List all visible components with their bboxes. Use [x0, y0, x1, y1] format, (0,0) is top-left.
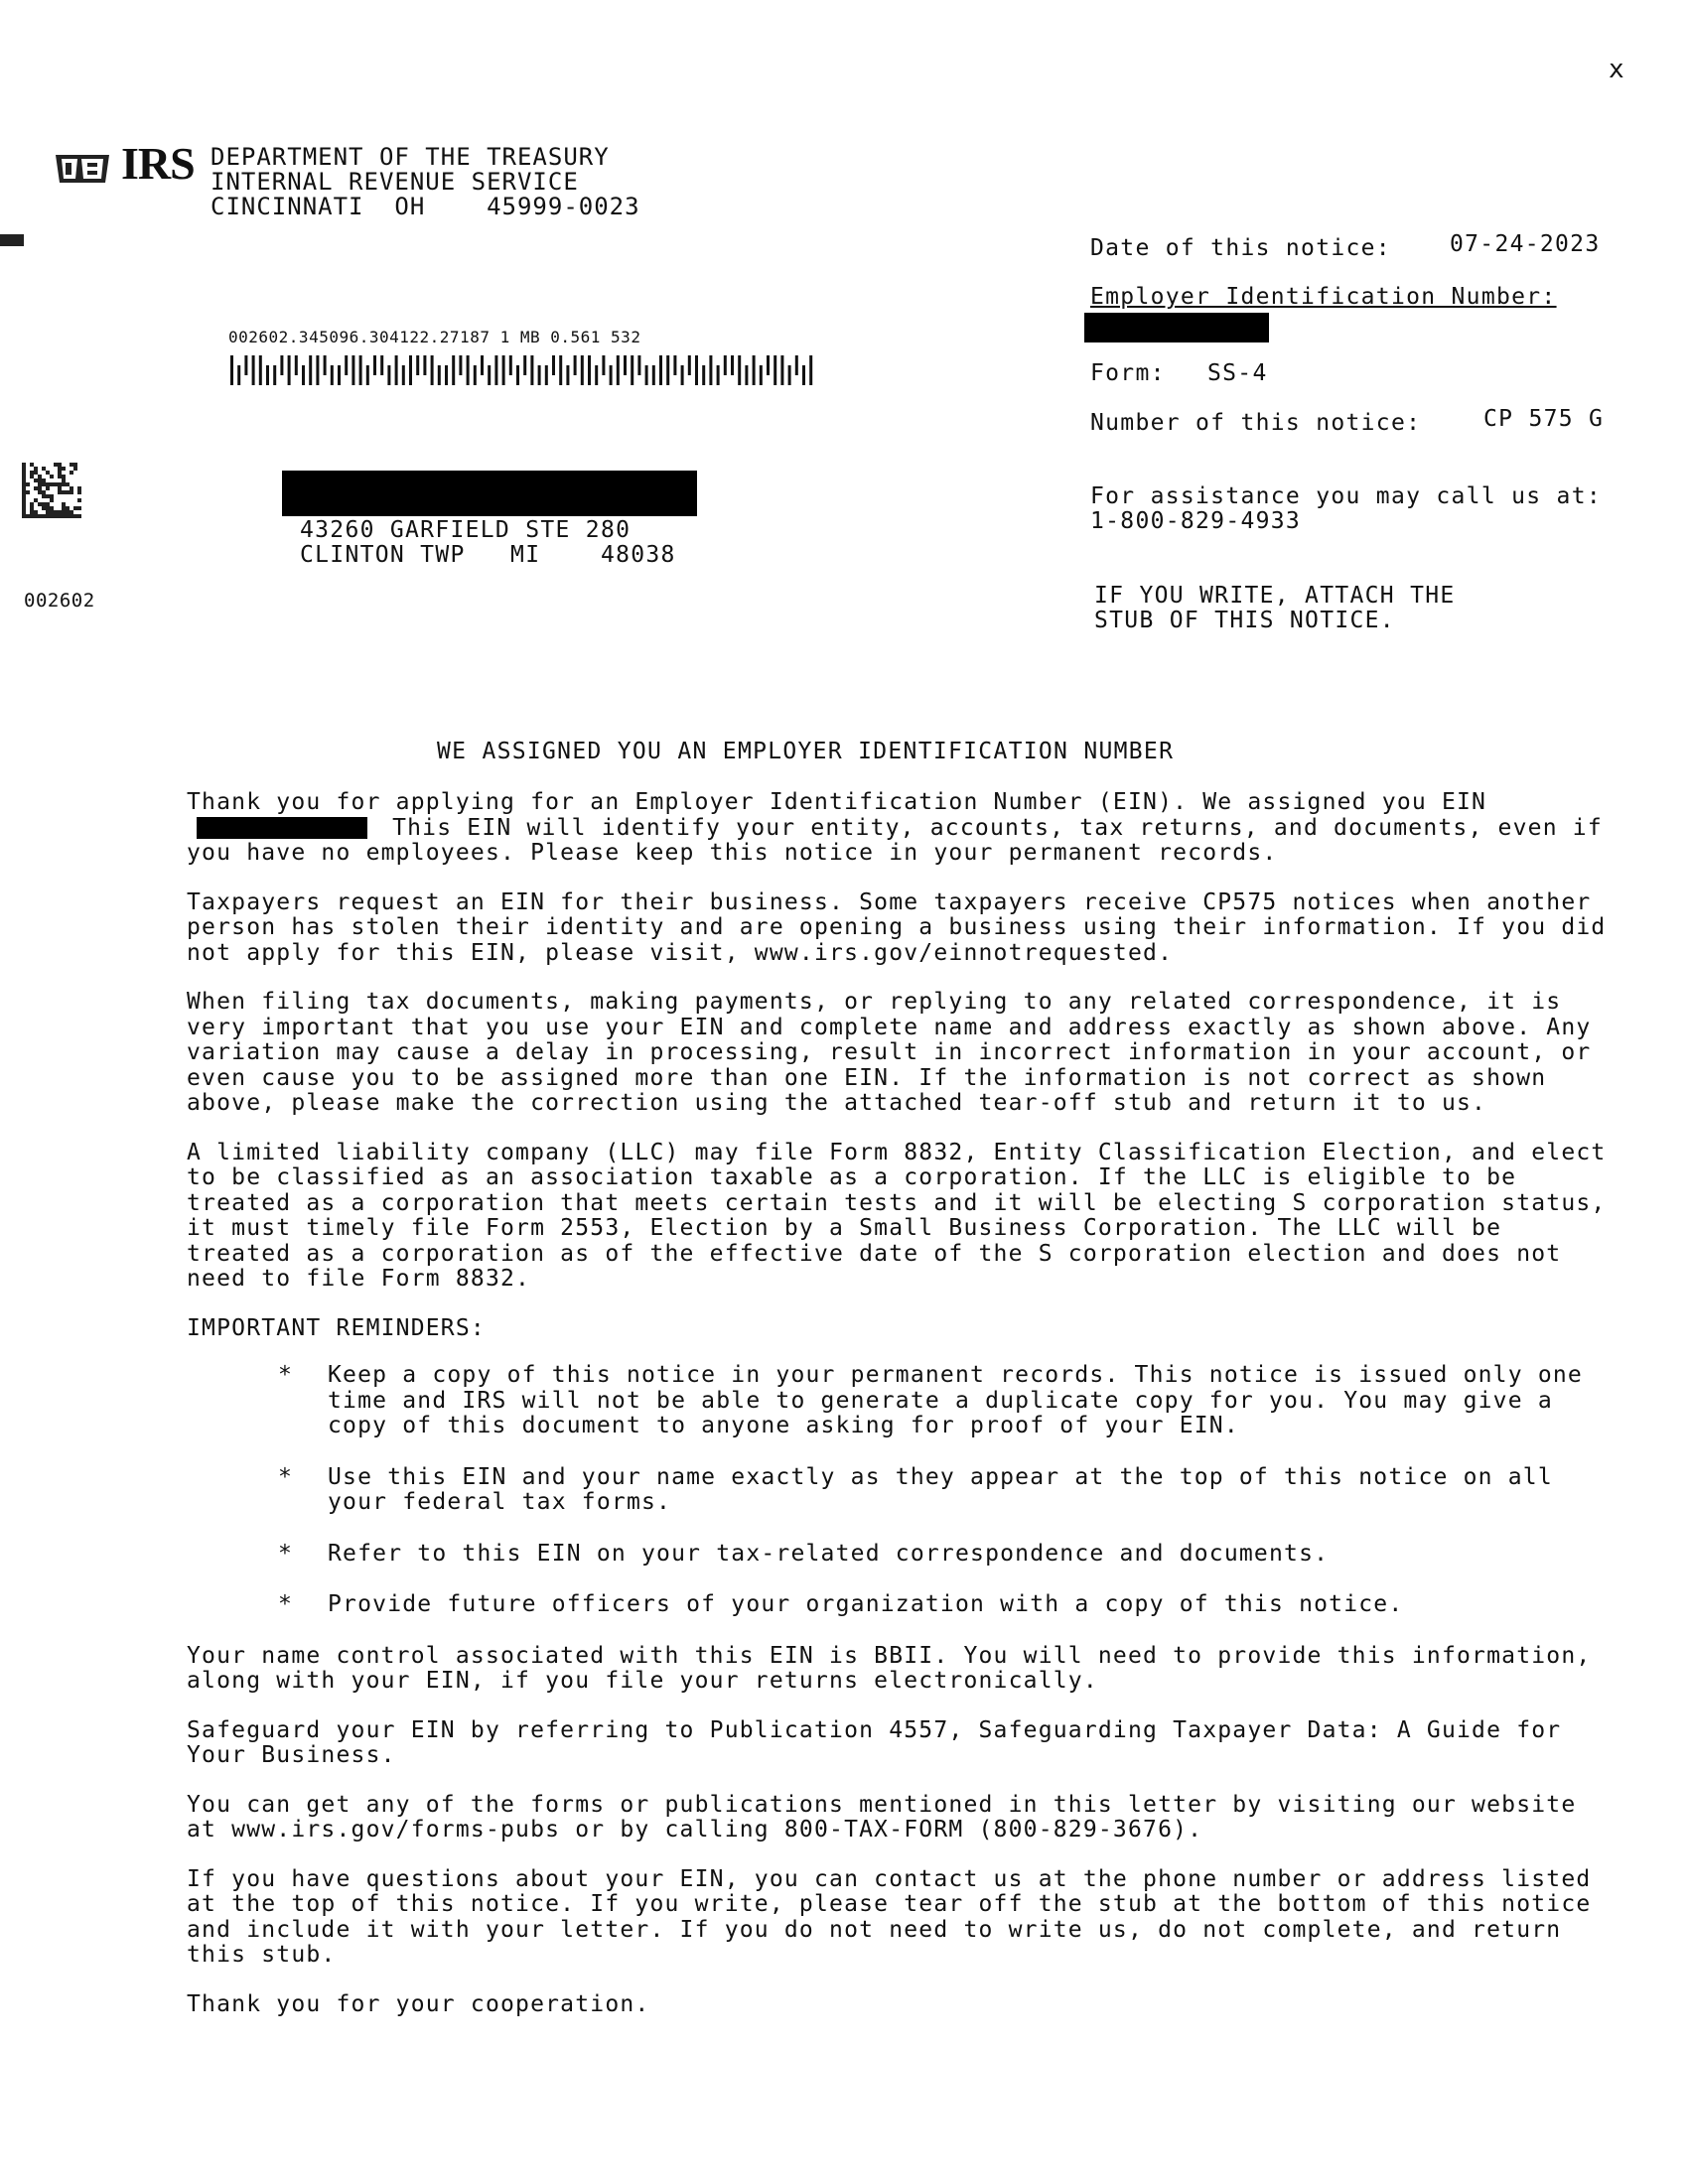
eagle-icon — [52, 147, 113, 189]
code-module — [22, 498, 26, 502]
code-module — [73, 514, 77, 518]
bullet-star: * — [278, 1591, 294, 1617]
notice-number-value: CP 575 G — [1483, 406, 1605, 432]
barcode-bar — [753, 355, 756, 385]
corner-mark: x — [1609, 55, 1625, 84]
barcode-bar — [538, 365, 541, 385]
side-code: 002602 — [24, 590, 95, 612]
barcode-bar — [574, 355, 577, 375]
code-module — [70, 471, 73, 475]
code-module — [62, 490, 66, 494]
paragraph-1-end: This EIN will identify your entity, accounts, tax returns, and documents, even if you have no employees. Please keep this notice in your permanent records. — [187, 814, 1603, 866]
barcode-bar — [617, 355, 620, 385]
code-module — [58, 514, 62, 518]
code-module — [38, 514, 42, 518]
recipient-name-redacted — [282, 471, 697, 516]
barcode-bar — [760, 365, 763, 385]
reminder-item — [187, 1363, 1617, 1439]
code-module — [62, 502, 66, 506]
barcode-icon — [230, 355, 822, 385]
barcode-bar — [259, 355, 262, 385]
barcode-bar — [431, 355, 434, 385]
barcode-bar — [331, 365, 334, 385]
barcode-bar — [545, 365, 548, 385]
code-module — [66, 510, 70, 514]
barcode-bar — [459, 355, 462, 375]
code-module — [66, 514, 70, 518]
barcode-bar — [738, 355, 741, 385]
notice-title: WE ASSIGNED YOU AN EMPLOYER IDENTIFICATION NUMBER — [437, 739, 1175, 764]
barcode-bar — [702, 365, 705, 385]
barcode-bar — [688, 355, 691, 375]
barcode-bar — [366, 365, 369, 385]
code-module — [26, 514, 30, 518]
agency-line-1: DEPARTMENT OF THE TREASURY — [211, 143, 610, 171]
barcode-bar — [481, 355, 484, 375]
code-module — [34, 471, 38, 475]
barcode-bar — [795, 355, 798, 375]
barcode-bar — [244, 355, 247, 375]
code-module — [46, 482, 50, 486]
reminder-text: Provide future officers of your organization with a copy of this notice. — [328, 1591, 1404, 1617]
barcode-bar — [767, 355, 770, 375]
barcode-bar — [402, 365, 405, 385]
ein-label: Employer Identification Number: — [1090, 284, 1557, 310]
code-module — [38, 486, 42, 490]
code-module — [30, 502, 34, 506]
code-module — [77, 498, 81, 502]
bullet-star: * — [278, 1540, 294, 1567]
code-module — [38, 482, 42, 486]
code-module — [50, 482, 54, 486]
barcode-bar — [316, 355, 319, 385]
code-module — [30, 475, 34, 478]
code-module — [46, 494, 50, 498]
code-module — [66, 506, 70, 510]
code-module — [22, 467, 26, 471]
code-module — [42, 467, 46, 471]
code-module — [22, 475, 26, 478]
barcode-bar — [724, 355, 727, 375]
agency-line-3: CINCINNATI OH 45999-0023 — [211, 193, 640, 220]
barcode-bar — [345, 355, 348, 375]
code-module — [50, 506, 54, 510]
barcode-bar — [237, 365, 240, 385]
barcode-bar — [509, 355, 512, 375]
code-module — [46, 514, 50, 518]
barcode-bar — [566, 365, 569, 385]
barcode-bar — [387, 365, 390, 385]
barcode-bar — [380, 355, 383, 375]
reminders-heading: IMPORTANT REMINDERS: — [187, 1314, 486, 1341]
reminder-text: Keep a copy of this notice in your permanent records. This notice is issued only one time and IRS will not be able to generate a duplicate copy for you. You may give a copy of this document to anyone asking for proof of your EIN. — [328, 1362, 1583, 1438]
qr-code-icon — [22, 463, 83, 520]
code-module — [38, 502, 42, 506]
reminder-text: Refer to this EIN on your tax-related correspondence and documents. — [328, 1540, 1330, 1567]
barcode-bar — [709, 355, 712, 385]
code-module — [58, 471, 62, 475]
margin-mark — [0, 234, 24, 246]
code-module — [50, 494, 54, 498]
barcode-bar — [502, 355, 505, 385]
code-module — [38, 490, 42, 494]
paragraph-safeguard: Safeguard your EIN by referring to Publication 4557, Safeguarding Taxpayer Data: A Guide for Your Business. — [187, 1716, 1562, 1768]
code-module — [22, 463, 26, 467]
barcode-bar — [445, 365, 448, 385]
code-module — [73, 467, 77, 471]
form-label: Form: — [1090, 360, 1166, 386]
code-module — [22, 490, 26, 494]
code-module — [62, 467, 66, 471]
paragraph-identity-theft: Taxpayers request an EIN for their business. Some taxpayers receive CP575 notices when another person has stolen their identity and are opening a business using their information. If you did not apply for this EIN, please visit, www.irs.gov/einnotrequested. — [187, 888, 1607, 966]
code-module — [58, 482, 62, 486]
code-module — [77, 490, 81, 494]
write-line-2: STUB OF THIS NOTICE. — [1094, 608, 1395, 633]
barcode-bar — [467, 355, 470, 385]
code-module — [22, 486, 26, 490]
ein-inline-redacted — [197, 817, 367, 839]
postal-barcode — [230, 355, 822, 385]
code-module — [58, 467, 62, 471]
code-module — [30, 514, 34, 518]
agency-line-2: INTERNAL REVENUE SERVICE — [211, 168, 579, 196]
code-module — [46, 510, 50, 514]
barcode-bar — [409, 355, 412, 385]
code-module — [34, 467, 38, 471]
code-module — [42, 502, 46, 506]
code-module — [58, 463, 62, 467]
barcode-bar — [438, 365, 441, 385]
paragraph-filing: When filing tax documents, making payments, or replying to any related correspondence, it is very important that you use your EIN and complete name and address exactly as shown above. Any variation may cause a delay in processing, result in incorrect information in your account, or even cause you to be assigned more than one EIN. If the information is not correct as shown above, please make the correction using the attached tear-off stub and return it to us. — [187, 989, 1592, 1116]
barcode-bar — [666, 355, 669, 385]
code-module — [54, 482, 58, 486]
code-module — [70, 463, 73, 467]
barcode-bar — [610, 365, 613, 385]
barcode-bar — [559, 355, 562, 385]
code-module — [62, 506, 66, 510]
barcode-bar — [273, 365, 276, 385]
code-module — [22, 514, 26, 518]
code-module — [34, 510, 38, 514]
code-module — [42, 506, 46, 510]
barcode-bar — [230, 355, 233, 385]
code-module — [46, 502, 50, 506]
barcode-bar — [673, 355, 676, 375]
barcode-bar — [324, 355, 327, 375]
code-module — [54, 463, 58, 467]
barcode-bar — [494, 355, 497, 385]
barcode-bar — [373, 355, 376, 375]
code-module — [22, 471, 26, 475]
reminder-item — [187, 1592, 1617, 1618]
code-module — [50, 475, 54, 478]
reminder-item — [187, 1542, 1617, 1568]
reminders-list — [187, 1363, 1617, 1618]
code-module — [58, 475, 62, 478]
irs-logo-text: IRS — [121, 138, 195, 189]
code-module — [42, 490, 46, 494]
barcode-bar — [302, 365, 305, 385]
code-module — [30, 510, 34, 514]
barcode-bar — [474, 365, 477, 385]
barcode-bar — [516, 365, 519, 385]
barcode-bar — [338, 365, 341, 385]
code-module — [73, 463, 77, 467]
barcode-bar — [695, 355, 698, 385]
code-module — [54, 510, 58, 514]
barcode-bar — [352, 355, 354, 385]
barcode-bar — [780, 355, 783, 385]
code-module — [58, 486, 62, 490]
ein-redacted — [1084, 313, 1269, 342]
code-module — [54, 514, 58, 518]
code-module — [50, 514, 54, 518]
code-module — [34, 514, 38, 518]
paragraph-questions: If you have questions about your EIN, you can contact us at the phone number or address listed at the top of this notice. If you write, please tear off the stub at the bottom of this notice and include it with your letter. If you do not need to write us, do not complete, and return this stub. — [187, 1865, 1592, 1968]
barcode-bar — [280, 355, 283, 375]
code-module — [58, 490, 62, 494]
datamatrix-code — [22, 463, 83, 520]
barcode-bar — [309, 355, 312, 385]
address-line-1: 43260 GARFIELD STE 280 — [300, 517, 632, 543]
notice-body — [187, 790, 1617, 2041]
reminder-item — [187, 1465, 1617, 1516]
barcode-bar — [652, 365, 655, 385]
irs-eagle-logo — [52, 147, 113, 189]
code-module — [77, 486, 81, 490]
paragraph-thanks: Thank you for your cooperation. — [187, 1990, 650, 2017]
assistance-phone: 1-800-829-4933 — [1090, 508, 1302, 534]
barcode-bar — [624, 355, 627, 375]
barcode-bar — [595, 365, 598, 385]
code-module — [73, 506, 77, 510]
code-module — [70, 510, 73, 514]
code-module — [62, 478, 66, 482]
barcode-bar — [552, 355, 555, 375]
barcode-bar — [588, 355, 591, 385]
paragraph-name-control: Your name control associated with this EIN is BBII. You will need to provide this information, along with your EIN, if you file your returns electronically. — [187, 1642, 1592, 1694]
code-module — [66, 482, 70, 486]
code-module — [30, 463, 34, 467]
barcode-bar — [774, 355, 776, 385]
barcode-bar — [731, 355, 734, 375]
address-line-2: CLINTON TWP MI 48038 — [300, 542, 676, 568]
barcode-bar — [288, 355, 291, 385]
code-module — [22, 494, 26, 498]
barcode-bar — [717, 365, 720, 385]
code-module — [34, 478, 38, 482]
barcode-bar — [295, 355, 298, 375]
code-module — [58, 510, 62, 514]
barcode-bar — [423, 355, 426, 375]
paragraph-forms: You can get any of the forms or publications mentioned in this letter by visiting our website at www.irs.gov/forms-pubs or by calling 800-TAX-FORM (800-829-3676). — [187, 1791, 1577, 1843]
code-module — [26, 482, 30, 486]
barcode-number: 002602.345096.304122.27187 1 MB 0.561 532 — [228, 328, 641, 346]
write-line-1: IF YOU WRITE, ATTACH THE — [1094, 583, 1456, 609]
barcode-bar — [631, 355, 633, 385]
code-module — [77, 514, 81, 518]
code-module — [22, 478, 26, 482]
code-module — [30, 471, 34, 475]
barcode-bar — [809, 355, 812, 385]
code-module — [62, 514, 66, 518]
code-module — [70, 514, 73, 518]
form-value: SS-4 — [1207, 360, 1268, 386]
code-module — [38, 475, 42, 478]
notice-number-label: Number of this notice: — [1090, 410, 1422, 436]
barcode-bar — [659, 355, 662, 385]
code-module — [46, 486, 50, 490]
code-module — [70, 486, 73, 490]
code-module — [77, 506, 81, 510]
barcode-bar — [252, 355, 255, 385]
barcode-bar — [645, 365, 648, 385]
code-module — [46, 471, 50, 475]
code-module — [22, 506, 26, 510]
barcode-bar — [745, 365, 748, 385]
code-module — [42, 514, 46, 518]
notice-date-label: Date of this notice: — [1090, 235, 1391, 261]
code-module — [30, 506, 34, 510]
barcode-bar — [602, 355, 605, 375]
code-module — [34, 498, 38, 502]
code-module — [42, 478, 46, 482]
barcode-bar — [395, 355, 398, 385]
assistance-line-1: For assistance you may call us at: — [1090, 483, 1603, 509]
barcode-bar — [637, 355, 640, 375]
code-module — [62, 475, 66, 478]
paragraph-ein-assigned — [187, 790, 1617, 867]
code-module — [26, 490, 30, 494]
barcode-bar — [488, 365, 491, 385]
barcode-bar — [266, 365, 269, 385]
paragraph-llc: A limited liability company (LLC) may file Form 8832, Entity Classification Election, and elect to be classified as an association taxable as a corporation. If the LLC is eligible to be treated as a corporation that meets certain tests and it will be electing S corporation status, it must timely file Form 2553, Election by a Small Business Corporation. The LLC will be treated as a corporation as of the effective date of the S corporation election and does not need to file Form 8832. — [187, 1139, 1607, 1292]
barcode-bar — [802, 365, 805, 385]
code-module — [42, 494, 46, 498]
code-module — [50, 510, 54, 514]
paragraph-1-start: Thank you for applying for an Employer Identification Number (EIN). We assigned you EIN — [187, 789, 1487, 815]
code-module — [22, 510, 26, 514]
code-module — [42, 482, 46, 486]
barcode-bar — [416, 355, 419, 375]
code-module — [62, 510, 66, 514]
code-module — [70, 490, 73, 494]
barcode-bar — [359, 355, 362, 385]
barcode-bar — [530, 355, 533, 385]
code-module — [62, 482, 66, 486]
code-module — [66, 490, 70, 494]
barcode-bar — [452, 355, 455, 385]
barcode-bar — [788, 365, 791, 385]
code-module — [50, 498, 54, 502]
notice-date-value: 07-24-2023 — [1450, 231, 1601, 257]
code-module — [46, 506, 50, 510]
barcode-bar — [523, 355, 526, 375]
code-module — [22, 502, 26, 506]
barcode-bar — [581, 355, 584, 385]
code-module — [22, 482, 26, 486]
code-module — [34, 486, 38, 490]
bullet-star: * — [278, 1362, 294, 1388]
barcode-bar — [681, 365, 684, 385]
reminder-text: Use this EIN and your name exactly as they appear at the top of this notice on all your federal tax forms. — [328, 1463, 1553, 1515]
bullet-star: * — [278, 1463, 294, 1490]
code-module — [38, 478, 42, 482]
